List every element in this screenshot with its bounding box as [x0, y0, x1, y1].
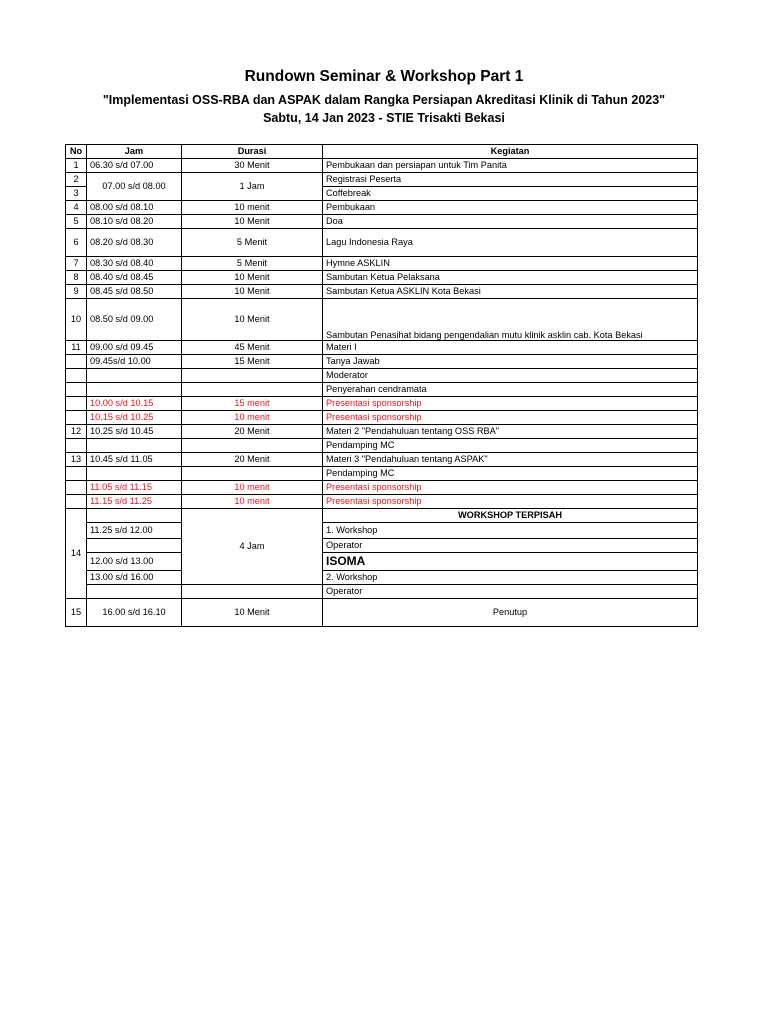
row-kegiatan: Materi 3 "Pendahuluan tentang ASPAK" — [323, 453, 698, 467]
row-no: 13 — [66, 453, 87, 467]
row-jam: 07.00 s/d 08.00 — [87, 173, 182, 201]
row-kegiatan: Materi I — [323, 341, 698, 355]
row-no: 9 — [66, 285, 87, 299]
row-durasi: 10 menit — [182, 201, 323, 215]
table-row — [66, 299, 698, 341]
row-jam: 10.45 s/d 11.05 — [87, 453, 182, 467]
row-kegiatan: Coffebreak — [323, 187, 698, 201]
row-no: 5 — [66, 215, 87, 229]
rundown-table — [65, 144, 698, 627]
row-durasi: 10 Menit — [182, 285, 323, 299]
row-jam: 08.00 s/d 08.10 — [87, 201, 182, 215]
row-kegiatan: Hymne ASKLIN — [323, 257, 698, 271]
row-no: 11 — [66, 341, 87, 355]
table-row — [66, 571, 698, 585]
row-jam: 09.45s/d 10.00 — [87, 355, 182, 369]
row-kegiatan: Penutup — [323, 599, 698, 627]
row-durasi: 5 Menit — [182, 257, 323, 271]
row-kegiatan: Penyerahan cendramata — [323, 383, 698, 397]
row-durasi: 45 Menit — [182, 341, 323, 355]
row-kegiatan: Sambutan Penasihat bidang pengendalian mutu klinik asklin cab. Kota Bekasi — [323, 299, 698, 341]
row-jam: 12.00 s/d 13.00 — [87, 553, 182, 571]
row-jam: 16.00 s/d 16.10 — [87, 599, 182, 627]
row-kegiatan: 2. Workshop — [323, 571, 698, 585]
row-durasi — [182, 585, 323, 599]
row-durasi: 10 Menit — [182, 215, 323, 229]
table-row — [66, 553, 698, 571]
row-kegiatan: Doa — [323, 215, 698, 229]
row-no: 15 — [66, 599, 87, 627]
row-jam: 10.15 s/d 10.25 — [87, 411, 182, 425]
row-jam — [87, 383, 182, 397]
row-no — [66, 467, 87, 481]
row-no — [66, 439, 87, 453]
row-jam: 08.40 s/d 08.45 — [87, 271, 182, 285]
row-kegiatan: Presentasi sponsorship — [323, 411, 698, 425]
row-durasi: 10 menit — [182, 481, 323, 495]
header-no: No — [66, 145, 87, 159]
table-row — [66, 509, 698, 523]
row-kegiatan: Moderator — [323, 369, 698, 383]
table-row — [66, 229, 698, 257]
row-kegiatan: Sambutan Ketua Pelaksana — [323, 271, 698, 285]
row-jam: 06.30 s/d 07.00 — [87, 159, 182, 173]
row-kegiatan: Materi 2 "Pendahuluan tentang OSS RBA" — [323, 425, 698, 439]
table-row — [66, 599, 698, 627]
row-no: 10 — [66, 299, 87, 341]
row-kegiatan: Presentasi sponsorship — [323, 397, 698, 411]
table-row — [66, 173, 698, 187]
row-durasi: 15 menit — [182, 397, 323, 411]
header-kegiatan: Kegiatan — [323, 145, 698, 159]
row-durasi: 5 Menit — [182, 229, 323, 257]
row-durasi: 1 Jam — [182, 173, 323, 201]
table-header-row — [66, 145, 698, 159]
row-durasi — [182, 383, 323, 397]
table-row — [66, 585, 698, 599]
header-jam: Jam — [87, 145, 182, 159]
row-kegiatan: Lagu Indonesia Raya — [323, 229, 698, 257]
row-kegiatan: ISOMA — [323, 553, 698, 571]
row-jam — [87, 439, 182, 453]
row-kegiatan: Pendamping MC — [323, 467, 698, 481]
row-kegiatan: Sambutan Ketua ASKLIN Kota Bekasi — [323, 285, 698, 299]
table-row — [66, 201, 698, 215]
table-row — [66, 369, 698, 383]
row-kegiatan: 1. Workshop — [323, 523, 698, 539]
row-durasi: 4 Jam — [182, 509, 323, 585]
row-jam — [87, 585, 182, 599]
row-no — [66, 411, 87, 425]
row-jam: 11.25 s/d 12.00 — [87, 523, 182, 539]
row-jam: 08.30 s/d 08.40 — [87, 257, 182, 271]
row-durasi: 10 menit — [182, 411, 323, 425]
row-jam: 11.15 s/d 11.25 — [87, 495, 182, 509]
row-no: 8 — [66, 271, 87, 285]
workshop-heading: WORKSHOP TERPISAH — [323, 509, 698, 523]
row-kegiatan: Registrasi Peserta — [323, 173, 698, 187]
row-no: 4 — [66, 201, 87, 215]
row-jam: 08.45 s/d 08.50 — [87, 285, 182, 299]
row-kegiatan: Presentasi sponsorship — [323, 495, 698, 509]
row-no: 14 — [66, 509, 87, 599]
row-kegiatan: Operator — [323, 539, 698, 553]
event-subtitle: "Implementasi OSS-RBA dan ASPAK dalam Rangka Persiapan Akreditasi Klinik di Tahun 2023" — [102, 93, 666, 107]
row-jam: 08.50 s/d 09.00 — [87, 299, 182, 341]
row-no: 2 — [66, 173, 87, 187]
table-row — [66, 411, 698, 425]
table-row — [66, 495, 698, 509]
row-durasi: 10 Menit — [182, 299, 323, 341]
row-durasi — [182, 369, 323, 383]
row-no: 3 — [66, 187, 87, 201]
row-durasi: 20 Menit — [182, 425, 323, 439]
row-jam — [87, 539, 182, 553]
row-no — [66, 369, 87, 383]
row-kegiatan: Pembukaan dan persiapan untuk Tim Panita — [323, 159, 698, 173]
row-no: 6 — [66, 229, 87, 257]
row-jam: 10.00 s/d 10.15 — [87, 397, 182, 411]
row-jam: 08.10 s/d 08.20 — [87, 215, 182, 229]
row-no — [66, 355, 87, 369]
row-jam: 08.20 s/d 08.30 — [87, 229, 182, 257]
row-durasi: 15 Menit — [182, 355, 323, 369]
row-durasi: 20 Menit — [182, 453, 323, 467]
row-durasi — [182, 439, 323, 453]
header-durasi: Durasi — [182, 145, 323, 159]
page-title: Rundown Seminar & Workshop Part 1 — [244, 68, 524, 85]
table-row — [66, 425, 698, 439]
table-row — [66, 341, 698, 355]
table-row — [66, 159, 698, 173]
event-date-location: Sabtu, 14 Jan 2023 - STIE Trisakti Bekasi — [263, 111, 505, 125]
row-jam: 09.00 s/d 09.45 — [87, 341, 182, 355]
row-jam: 13.00 s/d 16.00 — [87, 571, 182, 585]
row-no: 1 — [66, 159, 87, 173]
row-jam — [87, 509, 182, 523]
row-no — [66, 397, 87, 411]
table-row — [66, 215, 698, 229]
row-jam — [87, 369, 182, 383]
table-row — [66, 257, 698, 271]
row-kegiatan: Presentasi sponsorship — [323, 481, 698, 495]
table-row — [66, 539, 698, 553]
row-jam: 10.25 s/d 10.45 — [87, 425, 182, 439]
row-no: 12 — [66, 425, 87, 439]
table-row — [66, 271, 698, 285]
row-durasi: 10 menit — [182, 495, 323, 509]
row-durasi: 10 Menit — [182, 271, 323, 285]
table-row — [66, 523, 698, 539]
table-row — [66, 355, 698, 369]
row-jam: 11.05 s/d 11.15 — [87, 481, 182, 495]
table-row — [66, 285, 698, 299]
table-row — [66, 397, 698, 411]
row-kegiatan: Pendamping MC — [323, 439, 698, 453]
row-jam — [87, 467, 182, 481]
row-durasi: 10 Menit — [182, 599, 323, 627]
row-kegiatan: Pembukaan — [323, 201, 698, 215]
table-row — [66, 467, 698, 481]
row-no — [66, 481, 87, 495]
row-kegiatan: Operator — [323, 585, 698, 599]
table-row — [66, 439, 698, 453]
row-durasi — [182, 467, 323, 481]
row-no — [66, 495, 87, 509]
row-durasi: 30 Menit — [182, 159, 323, 173]
table-row — [66, 481, 698, 495]
table-row — [66, 383, 698, 397]
row-no — [66, 383, 87, 397]
row-kegiatan: Tanya Jawab — [323, 355, 698, 369]
table-row — [66, 453, 698, 467]
row-no: 7 — [66, 257, 87, 271]
